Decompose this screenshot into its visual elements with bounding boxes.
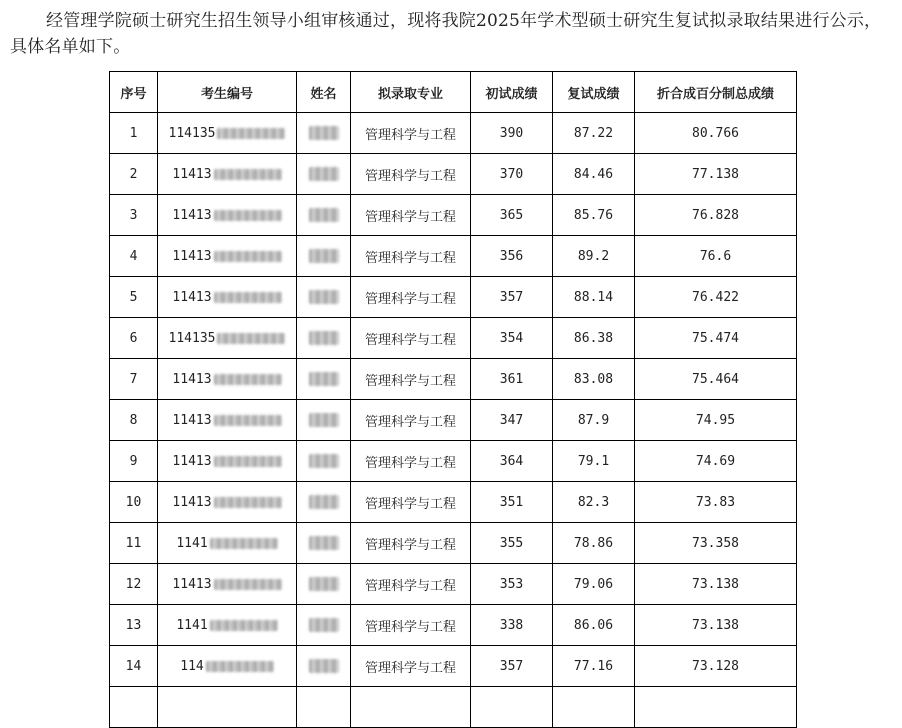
initial-score-cell: 354: [471, 318, 553, 359]
initial-score-cell: 361: [471, 359, 553, 400]
name-cell: [297, 646, 351, 687]
major-cell: 管理科学与工程: [351, 236, 471, 277]
redacted-name: [309, 167, 339, 181]
redacted-name: [309, 659, 339, 673]
name-cell: [297, 236, 351, 277]
table-row: [110, 523, 797, 564]
total-score-cell: 76.422: [635, 277, 797, 318]
redacted-id: [214, 415, 282, 426]
initial-score-cell: 351: [471, 482, 553, 523]
partial-cell: [297, 687, 351, 728]
candidate-id-prefix: 11413: [172, 412, 212, 428]
header-total-score: 折合成百分制总成绩: [635, 72, 797, 113]
table-row: [110, 564, 797, 605]
partial-cell: [553, 687, 635, 728]
major-cell: 管理科学与工程: [351, 564, 471, 605]
total-score-cell: 73.138: [635, 605, 797, 646]
candidate-id-prefix: 11413: [172, 371, 212, 387]
redacted-name: [309, 208, 339, 222]
total-score-cell: 73.358: [635, 523, 797, 564]
retest-score-cell: 79.06: [553, 564, 635, 605]
candidate-id-cell: [158, 441, 297, 482]
name-cell: [297, 441, 351, 482]
candidate-id-prefix: 11413: [172, 576, 212, 592]
redacted-id: [210, 538, 278, 549]
retest-score-cell: 78.86: [553, 523, 635, 564]
initial-score-cell: 355: [471, 523, 553, 564]
total-score-cell: 76.828: [635, 195, 797, 236]
name-cell: [297, 359, 351, 400]
redacted-name: [309, 577, 339, 591]
retest-score-cell: 84.46: [553, 154, 635, 195]
redacted-name: [309, 249, 339, 263]
table-row: [110, 277, 797, 318]
major-cell: 管理科学与工程: [351, 318, 471, 359]
redacted-id: [214, 292, 282, 303]
candidate-id-cell: [158, 154, 297, 195]
redacted-name: [309, 618, 339, 632]
initial-score-cell: 365: [471, 195, 553, 236]
retest-score-cell: 77.16: [553, 646, 635, 687]
table-row: [110, 400, 797, 441]
candidate-id-cell: [158, 523, 297, 564]
header-name: 姓名: [297, 72, 351, 113]
initial-score-cell: 370: [471, 154, 553, 195]
row-no: 6: [110, 318, 158, 359]
row-no: 12: [110, 564, 158, 605]
row-no: 11: [110, 523, 158, 564]
candidate-id-cell: [158, 113, 297, 154]
major-cell: 管理科学与工程: [351, 482, 471, 523]
name-cell: [297, 277, 351, 318]
retest-score-cell: 86.06: [553, 605, 635, 646]
initial-score-cell: 338: [471, 605, 553, 646]
row-no: 4: [110, 236, 158, 277]
major-cell: 管理科学与工程: [351, 154, 471, 195]
candidate-id-cell: [158, 195, 297, 236]
admission-results-table: [109, 71, 797, 728]
name-cell: [297, 523, 351, 564]
redacted-id: [214, 210, 282, 221]
candidate-id-cell: [158, 277, 297, 318]
row-no: 3: [110, 195, 158, 236]
table-row: [110, 318, 797, 359]
redacted-name: [309, 495, 339, 509]
major-cell: 管理科学与工程: [351, 359, 471, 400]
row-no: 5: [110, 277, 158, 318]
header-major: 拟录取专业: [351, 72, 471, 113]
table-header-row: [110, 72, 797, 113]
table-row: [110, 646, 797, 687]
candidate-id-prefix: 1141: [176, 535, 208, 551]
redacted-name: [309, 126, 339, 140]
candidate-id-cell: [158, 646, 297, 687]
table-row: [110, 154, 797, 195]
table-row: [110, 195, 797, 236]
candidate-id-prefix: 11413: [172, 248, 212, 264]
major-cell: 管理科学与工程: [351, 400, 471, 441]
candidate-id-prefix: 114135: [168, 330, 216, 346]
total-score-cell: 74.95: [635, 400, 797, 441]
initial-score-cell: 390: [471, 113, 553, 154]
initial-score-cell: 364: [471, 441, 553, 482]
redacted-name: [309, 536, 339, 550]
partial-cell: [110, 687, 158, 728]
candidate-id-prefix: 11413: [172, 453, 212, 469]
candidate-id-cell: [158, 318, 297, 359]
retest-score-cell: 79.1: [553, 441, 635, 482]
redacted-name: [309, 290, 339, 304]
name-cell: [297, 154, 351, 195]
redacted-name: [309, 331, 339, 345]
row-no: 8: [110, 400, 158, 441]
candidate-id-cell: [158, 359, 297, 400]
table-row-partial: [110, 687, 797, 728]
header-initial-score: 初试成绩: [471, 72, 553, 113]
name-cell: [297, 482, 351, 523]
candidate-id-prefix: 11413: [172, 289, 212, 305]
total-score-cell: 75.474: [635, 318, 797, 359]
partial-cell: [351, 687, 471, 728]
candidate-id-prefix: 11413: [172, 207, 212, 223]
row-no: 9: [110, 441, 158, 482]
retest-score-cell: 86.38: [553, 318, 635, 359]
candidate-id-prefix: 1141: [176, 617, 208, 633]
major-cell: 管理科学与工程: [351, 195, 471, 236]
redacted-id: [214, 579, 282, 590]
candidate-id-cell: [158, 482, 297, 523]
partial-cell: [471, 687, 553, 728]
table-row: [110, 605, 797, 646]
major-cell: 管理科学与工程: [351, 523, 471, 564]
table-row: [110, 113, 797, 154]
name-cell: [297, 564, 351, 605]
redacted-id: [217, 333, 285, 344]
table-row: [110, 441, 797, 482]
initial-score-cell: 357: [471, 646, 553, 687]
total-score-cell: 73.128: [635, 646, 797, 687]
retest-score-cell: 82.3: [553, 482, 635, 523]
candidate-id-cell: [158, 605, 297, 646]
name-cell: [297, 195, 351, 236]
redacted-id: [214, 169, 282, 180]
retest-score-cell: 87.22: [553, 113, 635, 154]
major-cell: 管理科学与工程: [351, 605, 471, 646]
major-cell: 管理科学与工程: [351, 441, 471, 482]
name-cell: [297, 113, 351, 154]
redacted-id: [206, 661, 274, 672]
redacted-id: [214, 497, 282, 508]
total-score-cell: 74.69: [635, 441, 797, 482]
row-no: 1: [110, 113, 158, 154]
partial-cell: [158, 687, 297, 728]
header-candidate-id: 考生编号: [158, 72, 297, 113]
redacted-name: [309, 454, 339, 468]
name-cell: [297, 318, 351, 359]
row-no: 2: [110, 154, 158, 195]
candidate-id-prefix: 114: [180, 658, 204, 674]
candidate-id-prefix: 11413: [172, 494, 212, 510]
redacted-id: [214, 251, 282, 262]
header-retest-score: 复试成绩: [553, 72, 635, 113]
redacted-id: [210, 620, 278, 631]
initial-score-cell: 353: [471, 564, 553, 605]
initial-score-cell: 356: [471, 236, 553, 277]
row-no: 7: [110, 359, 158, 400]
retest-score-cell: 83.08: [553, 359, 635, 400]
redacted-name: [309, 413, 339, 427]
redacted-name: [309, 372, 339, 386]
retest-score-cell: 85.76: [553, 195, 635, 236]
table-row: [110, 359, 797, 400]
total-score-cell: 75.464: [635, 359, 797, 400]
redacted-id: [214, 456, 282, 467]
total-score-cell: 77.138: [635, 154, 797, 195]
row-no: 10: [110, 482, 158, 523]
table-row: [110, 482, 797, 523]
row-no: 13: [110, 605, 158, 646]
candidate-id-prefix: 114135: [168, 125, 216, 141]
major-cell: 管理科学与工程: [351, 113, 471, 154]
major-cell: 管理科学与工程: [351, 646, 471, 687]
initial-score-cell: 347: [471, 400, 553, 441]
name-cell: [297, 605, 351, 646]
retest-score-cell: 87.9: [553, 400, 635, 441]
redacted-id: [217, 128, 285, 139]
header-no: 序号: [110, 72, 158, 113]
total-score-cell: 73.138: [635, 564, 797, 605]
retest-score-cell: 89.2: [553, 236, 635, 277]
candidate-id-cell: [158, 400, 297, 441]
candidate-id-cell: [158, 564, 297, 605]
retest-score-cell: 88.14: [553, 277, 635, 318]
total-score-cell: 73.83: [635, 482, 797, 523]
partial-cell: [635, 687, 797, 728]
major-cell: 管理科学与工程: [351, 277, 471, 318]
table-row: [110, 236, 797, 277]
initial-score-cell: 357: [471, 277, 553, 318]
intro-paragraph: 经管理学院硕士研究生招生领导小组审核通过，现将我院2025年学术型硕士研究生复试拟录取结果进行公示，具体名单如下。: [10, 11, 882, 57]
name-cell: [297, 400, 351, 441]
candidate-id-prefix: 11413: [172, 166, 212, 182]
candidate-id-cell: [158, 236, 297, 277]
total-score-cell: 76.6: [635, 236, 797, 277]
redacted-id: [214, 374, 282, 385]
total-score-cell: 80.766: [635, 113, 797, 154]
row-no: 14: [110, 646, 158, 687]
